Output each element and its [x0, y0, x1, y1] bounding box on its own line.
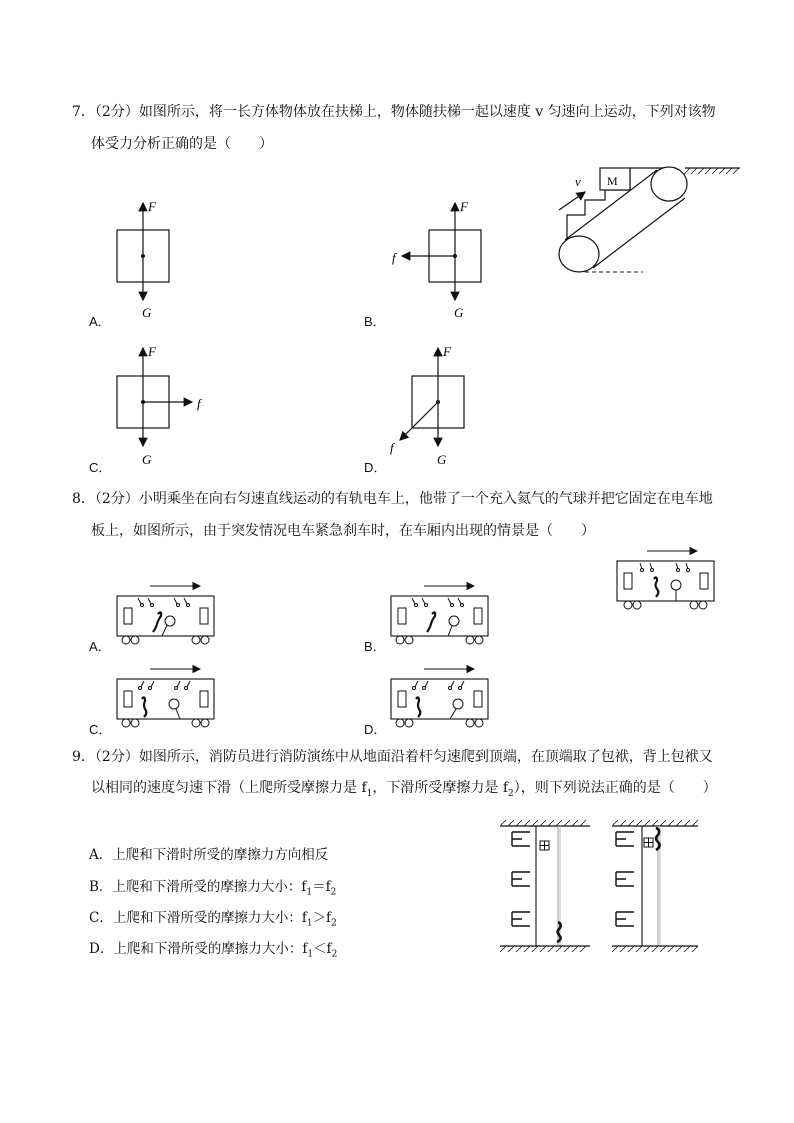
q7-option-b[interactable]: B．	[364, 314, 386, 329]
svg-text:F: F	[443, 344, 451, 359]
svg-text:F: F	[460, 199, 468, 214]
svg-text:F: F	[148, 199, 156, 214]
q8-option-d[interactable]: D．	[364, 722, 387, 737]
climb-up-panel	[500, 820, 590, 952]
svg-text:G: G	[454, 305, 464, 320]
q9-option-b[interactable]: B．上爬和下滑所受的摩擦力大小：$f_1=f_2$	[89, 879, 337, 898]
q7-option-d-figure	[385, 340, 495, 470]
q9-stem-line2: 以相同的速度匀速下滑（上爬所受摩擦力是 $f_1$，下滑所受摩擦力是 $f_2$），则下列说法正确的是（ ）	[91, 780, 717, 799]
svg-text:f: f	[197, 396, 201, 411]
q8-stem-line1: 8．（2分）小明乘坐在向右匀速直线运动的有轨电车上，他带了一个充入氦气的气球并把它固定在电车地	[72, 491, 713, 507]
q7-option-d[interactable]: D．	[364, 460, 387, 475]
svg-text:G: G	[437, 452, 447, 467]
q7-stem-line2: 体受力分析正确的是（ ）	[91, 136, 273, 152]
escalator-figure	[545, 160, 745, 285]
q8-option-d-figure	[386, 661, 496, 731]
svg-text:F: F	[148, 344, 156, 359]
q7-option-c-figure	[100, 340, 220, 470]
q9-stem-line1: 9．（2分）如图所示，消防员进行消防演练中从地面沿着杆匀速爬到顶端，在顶端取了包袱，背上包袱又	[72, 749, 713, 765]
q8-option-c[interactable]: C．	[89, 722, 112, 737]
q9-option-d[interactable]: D．上爬和下滑所受的摩擦力大小：$f_1<f_2$	[89, 941, 338, 960]
svg-text:G: G	[142, 452, 152, 467]
q8-option-a-figure	[112, 578, 222, 648]
tram-reference-figure	[612, 545, 722, 615]
q7-option-a-figure	[100, 195, 190, 325]
q8-option-b-figure	[386, 578, 496, 648]
q9-option-c[interactable]: C．上爬和下滑所受的摩擦力大小：$f_1>f_2$	[89, 910, 337, 929]
q7-option-a[interactable]: A．	[89, 314, 111, 329]
block-label: M	[607, 174, 618, 188]
svg-text:f: f	[392, 250, 396, 265]
svg-text:f: f	[390, 440, 394, 455]
q8-option-a[interactable]: A．	[89, 639, 111, 654]
slide-down-panel	[612, 820, 698, 952]
velocity-label: v	[575, 174, 581, 189]
q9-option-a[interactable]: A．上爬和下滑时所受的摩擦力方向相反	[89, 847, 329, 863]
q8-stem-line2: 板上，如图所示，由于突发情况电车紧急刹车时，在车厢内出现的情景是（ ）	[91, 523, 595, 539]
q8-option-b[interactable]: B．	[364, 639, 386, 654]
svg-text:G: G	[142, 305, 152, 320]
q7-option-b-figure	[385, 195, 495, 325]
firefighter-figure	[498, 818, 703, 958]
q7-option-c[interactable]: C．	[89, 460, 112, 475]
q7-stem-line1: 7．（2分）如图所示，将一长方体物体放在扶梯上，物体随扶梯一起以速度 v 匀速向上运动，下列对该物	[72, 104, 716, 120]
q8-option-c-figure	[112, 661, 222, 731]
